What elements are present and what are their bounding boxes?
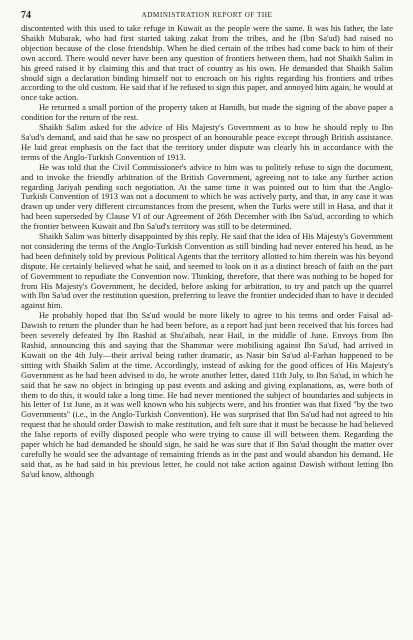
page-number: 74 [21, 10, 31, 21]
paragraph-continued: discontented with this used to take refuge in Kuwait as the people were the same. It was his father, the late Shaikh Mubarak, who had first started taking zakat from the tribes, and he (Ibn Sa'ud) had raised no objection because of the close friendship. When he died certain of the tribes had come back to him of their own accord. There would never have been any question of frontiers between them, had not Shaikh Salim in his greed raised it by claiming this and that tract of country as his own. He demanded that Shaikh Salim should sign a declaration binding himself not to encroach on his rights regarding his frontiers and tribes according to the old custom. He said that if he refused to sign this paper, and annoyed him again, he would at once take action. [21, 23, 393, 103]
paragraph: He was told that the Civil Commissioner's advice to him was to politely refuse to sign the document, and to invoke the friendly arbitration of the British Government, agreeing not to take any further action regarding Jariyah pending such negotiation. At the same time it was pointed out to him that the Anglo-Turkish Convention of 1913 was not a document to which he was actively party, and that, in any case it was drawn up under very different circumstances from the present, when the Turks were still in Hasa, and that it had been superseded by Clause VI of our Agreement of 26th December with Ibn Sa'ud, according to which the frontier between Kuwait and Ibn Sa'ud's territory was still to be determined. [21, 161, 393, 232]
paragraph: He probably hoped that Ibn Sa'ud would be more likely to agree to his terms and order Faisal ad-Dawish to return the plunder than he had been before, as a report had just been received that his forces had been severely defeated by Ibn Rashid at Shu'aibah, near Hail, in the middle of June. Envoys from Ibn Rashid, announcing this and saying that the Shammar were mobilising against Ibn Sa'ud, had arrived in Kuwait on the 4th July—their arrival being rather dramatic, as Nasir bin Sa'ud al-Farhan happened to be sitting with Shaikh Salim at the time. Accordingly, instead of asking for the good offices of His Majesty's Government as he had been advised to do, he wrote another letter, dated 11th July, to Ibn Sa'ud, in which he said that he saw no object in bringing up past events and asking and giving explanations, as, were both of them to do this, it would take a long time. He had never mentioned the subject of boundaries and subjects in his letter of 1st June, as it was well known who his subjects were, and his frontier was that fixed "by the two Governments" (i.e., in the Anglo-Turkish Convention). He was surprised that Ibn Sa'ud had not agreed to his request that he should order Dawish to make restitution, and felt sure that it must be because he had believed the false reports of evilly disposed people who were trying to cause ill will between them. Regarding the paper which he had demanded he should sign, he said he was sure that if Ibn Sa'ud thought the matter over carefully he would see the advantage of remaining friends as in the past and would abandon his demand. He said that, as he had said in his previous letter, he could not take action against Dawish without letting Ibn Sa'ud know, although [21, 310, 393, 479]
paragraph: Shaikh Salim asked for the advice of His Majesty's Government as to how he should reply to Ibn Sa'ud's demand, and said that he saw no prospect of an honourable peace except through British assistance. He laid great emphasis on the fact that the territory under dispute was clearly his in accordance with the terms of the Anglo-Turkish Convention of 1913. [21, 122, 393, 162]
page-header [21, 8, 393, 24]
paragraph: He returned a small portion of the property taken at Hamdh, but made the signing of the above paper a condition for the return of the rest. [21, 102, 393, 123]
running-title: ADMINISTRATION REPORT OF THE [141, 11, 273, 19]
report-body [21, 24, 393, 480]
paragraph: Shaikh Salim was bitterly disappointed by this reply. He said that the idea of His Majesty's Government not considering the terms of the Anglo-Turkish Convention as still binding had never entered his head, as he had been definitely told by previous Political Agents that the territory allotted to him therein was his beyond dispute. He certainly believed what he said, and seemed to look on it as a distinct breach of faith on the part of Government to repudiate the Convention now. Thinking, therefore, that there was nothing to be hoped for from His Majesty's Government, he decided, before asking for arbitration, to try and patch up the quarrel with Ibn Sa'ud over the restitution question, preferring to leave the frontier undecided than to have it decided against him. [21, 231, 393, 311]
